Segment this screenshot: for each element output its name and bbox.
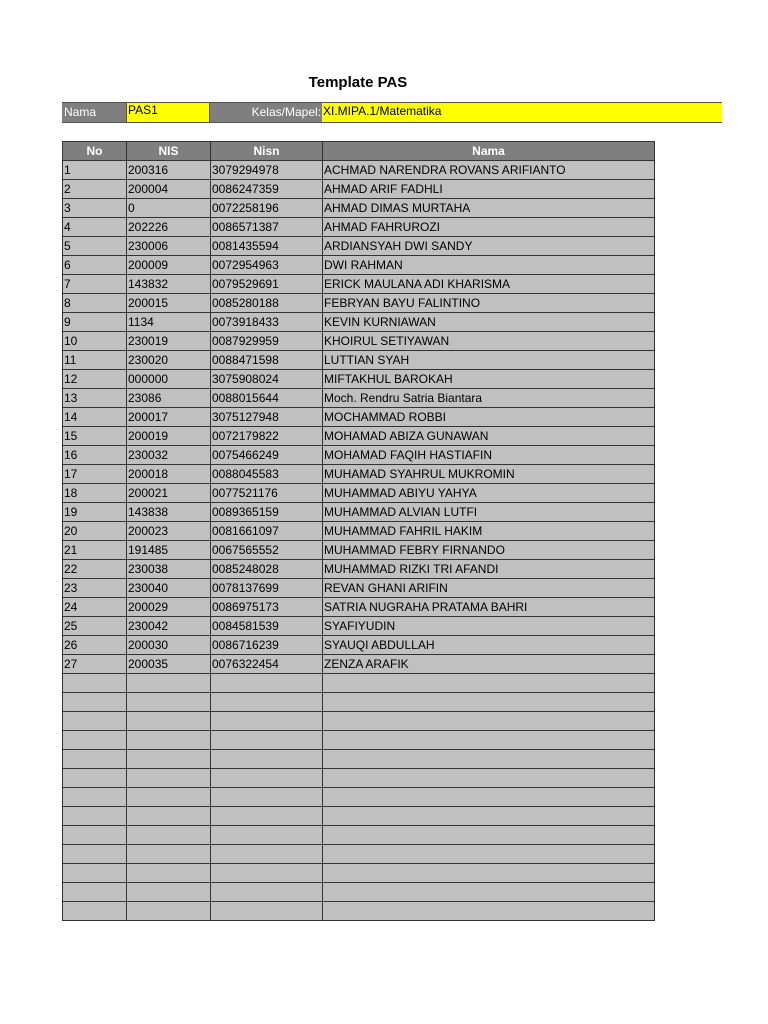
info-row bbox=[62, 102, 722, 123]
nis-cell[interactable]: 200004 bbox=[127, 180, 211, 199]
nisn-cell[interactable]: 0087929959 bbox=[211, 332, 323, 351]
nama-cell[interactable] bbox=[323, 826, 655, 845]
nama-cell[interactable]: ACHMAD NARENDRA ROVANS ARIFIANTO bbox=[323, 161, 655, 180]
table-row bbox=[63, 826, 655, 845]
table-row bbox=[63, 788, 655, 807]
no-cell[interactable]: 18 bbox=[63, 484, 127, 503]
nama-cell[interactable]: MIFTAKHUL BAROKAH bbox=[323, 370, 655, 389]
nisn-cell[interactable]: 3079294978 bbox=[211, 161, 323, 180]
table-row bbox=[63, 617, 655, 636]
nis-cell[interactable]: 200015 bbox=[127, 294, 211, 313]
nama-label: Nama bbox=[62, 103, 126, 122]
nisn-cell[interactable]: 0089365159 bbox=[211, 503, 323, 522]
nisn-cell[interactable]: 0086571387 bbox=[211, 218, 323, 237]
table-row bbox=[63, 883, 655, 902]
nis-cell[interactable]: 230006 bbox=[127, 237, 211, 256]
header-nama: Nama bbox=[323, 142, 655, 161]
no-cell[interactable] bbox=[63, 864, 127, 883]
header-nis: NIS bbox=[127, 142, 211, 161]
nis-cell[interactable]: 202226 bbox=[127, 218, 211, 237]
nis-cell[interactable]: 230032 bbox=[127, 446, 211, 465]
table-row bbox=[63, 351, 655, 370]
nisn-cell[interactable] bbox=[211, 902, 323, 921]
no-cell[interactable]: 5 bbox=[63, 237, 127, 256]
table-row bbox=[63, 427, 655, 446]
no-cell[interactable]: 1 bbox=[63, 161, 127, 180]
nisn-cell[interactable] bbox=[211, 807, 323, 826]
nisn-cell[interactable]: 0086716239 bbox=[211, 636, 323, 655]
nama-cell[interactable]: KHOIRUL SETIYAWAN bbox=[323, 332, 655, 351]
nis-cell[interactable] bbox=[127, 883, 211, 902]
nis-cell[interactable] bbox=[127, 769, 211, 788]
table-row bbox=[63, 503, 655, 522]
table-row bbox=[63, 560, 655, 579]
no-cell[interactable]: 8 bbox=[63, 294, 127, 313]
nama-cell[interactable]: SYAUQI ABDULLAH bbox=[323, 636, 655, 655]
nisn-cell[interactable]: 0085248028 bbox=[211, 560, 323, 579]
no-cell[interactable] bbox=[63, 845, 127, 864]
nis-cell[interactable] bbox=[127, 750, 211, 769]
header-no: No bbox=[63, 142, 127, 161]
table-row bbox=[63, 465, 655, 484]
nis-cell[interactable]: 200017 bbox=[127, 408, 211, 427]
nama-cell[interactable]: MUHAMAD SYAHRUL MUKROMIN bbox=[323, 465, 655, 484]
nis-cell[interactable]: 200023 bbox=[127, 522, 211, 541]
no-cell[interactable]: 24 bbox=[63, 598, 127, 617]
nis-cell[interactable]: 230040 bbox=[127, 579, 211, 598]
nis-cell[interactable]: 000000 bbox=[127, 370, 211, 389]
nis-cell[interactable] bbox=[127, 712, 211, 731]
table-row bbox=[63, 655, 655, 674]
table-row bbox=[63, 902, 655, 921]
nis-cell[interactable]: 1134 bbox=[127, 313, 211, 332]
no-cell[interactable]: 20 bbox=[63, 522, 127, 541]
table-row bbox=[63, 484, 655, 503]
nama-cell[interactable] bbox=[323, 788, 655, 807]
nis-cell[interactable]: 0 bbox=[127, 199, 211, 218]
nama-cell[interactable]: KEVIN KURNIAWAN bbox=[323, 313, 655, 332]
no-cell[interactable]: 4 bbox=[63, 218, 127, 237]
table-row bbox=[63, 845, 655, 864]
nama-cell[interactable] bbox=[323, 769, 655, 788]
nis-cell[interactable]: 230020 bbox=[127, 351, 211, 370]
nisn-cell[interactable]: 0088015644 bbox=[211, 389, 323, 408]
no-cell[interactable]: 22 bbox=[63, 560, 127, 579]
table-body bbox=[63, 161, 655, 921]
nama-cell[interactable]: MUHAMMAD ABIYU YAHYA bbox=[323, 484, 655, 503]
nama-cell[interactable]: MOHAMAD FAQIH HASTIAFIN bbox=[323, 446, 655, 465]
nama-cell[interactable] bbox=[323, 712, 655, 731]
nama-cell[interactable] bbox=[323, 807, 655, 826]
kelas-label: Kelas/Mapel: bbox=[210, 103, 322, 122]
table-row bbox=[63, 446, 655, 465]
table-row bbox=[63, 750, 655, 769]
nis-cell[interactable] bbox=[127, 902, 211, 921]
nis-cell[interactable] bbox=[127, 674, 211, 693]
nama-cell[interactable]: MOCHAMMAD ROBBI bbox=[323, 408, 655, 427]
no-cell[interactable]: 7 bbox=[63, 275, 127, 294]
nisn-cell[interactable]: 3075127948 bbox=[211, 408, 323, 427]
nis-cell[interactable]: 200029 bbox=[127, 598, 211, 617]
table-row bbox=[63, 332, 655, 351]
no-cell[interactable] bbox=[63, 769, 127, 788]
table-row bbox=[63, 237, 655, 256]
nis-cell[interactable]: 200030 bbox=[127, 636, 211, 655]
nisn-cell[interactable]: 0072179822 bbox=[211, 427, 323, 446]
nama-cell[interactable]: REVAN GHANI ARIFIN bbox=[323, 579, 655, 598]
nama-cell[interactable] bbox=[323, 845, 655, 864]
nis-cell[interactable]: 200035 bbox=[127, 655, 211, 674]
nis-cell[interactable]: 200018 bbox=[127, 465, 211, 484]
nama-cell[interactable] bbox=[323, 750, 655, 769]
nisn-cell[interactable]: 0077521176 bbox=[211, 484, 323, 503]
nis-cell[interactable] bbox=[127, 693, 211, 712]
nisn-cell[interactable]: 0084581539 bbox=[211, 617, 323, 636]
table-row bbox=[63, 579, 655, 598]
nis-cell[interactable]: 230042 bbox=[127, 617, 211, 636]
table-row bbox=[63, 522, 655, 541]
nisn-cell[interactable] bbox=[211, 826, 323, 845]
no-cell[interactable]: 14 bbox=[63, 408, 127, 427]
table-row bbox=[63, 218, 655, 237]
nama-value-cell[interactable]: PAS1 bbox=[126, 103, 210, 122]
table-row bbox=[63, 807, 655, 826]
header-nisn: Nisn bbox=[211, 142, 323, 161]
no-cell[interactable]: 16 bbox=[63, 446, 127, 465]
no-cell[interactable]: 10 bbox=[63, 332, 127, 351]
nama-cell[interactable]: LUTTIAN SYAH bbox=[323, 351, 655, 370]
nisn-cell[interactable]: 0081661097 bbox=[211, 522, 323, 541]
no-cell[interactable]: 11 bbox=[63, 351, 127, 370]
no-cell[interactable]: 23 bbox=[63, 579, 127, 598]
no-cell[interactable]: 15 bbox=[63, 427, 127, 446]
nisn-cell[interactable] bbox=[211, 750, 323, 769]
nis-cell[interactable]: 200021 bbox=[127, 484, 211, 503]
no-cell[interactable] bbox=[63, 731, 127, 750]
table-row bbox=[63, 541, 655, 560]
nis-cell[interactable]: 230038 bbox=[127, 560, 211, 579]
nama-cell[interactable] bbox=[323, 883, 655, 902]
no-cell[interactable]: 9 bbox=[63, 313, 127, 332]
table-row bbox=[63, 731, 655, 750]
table-row bbox=[63, 370, 655, 389]
no-cell[interactable]: 2 bbox=[63, 180, 127, 199]
nama-cell[interactable]: MUHAMMAD ALVIAN LUTFI bbox=[323, 503, 655, 522]
nis-cell[interactable]: 200316 bbox=[127, 161, 211, 180]
no-cell[interactable]: 27 bbox=[63, 655, 127, 674]
nisn-cell[interactable]: 0086247359 bbox=[211, 180, 323, 199]
nis-cell[interactable] bbox=[127, 807, 211, 826]
table-row bbox=[63, 712, 655, 731]
nisn-cell[interactable]: 0078137699 bbox=[211, 579, 323, 598]
no-cell[interactable]: 3 bbox=[63, 199, 127, 218]
no-cell[interactable] bbox=[63, 788, 127, 807]
nisn-cell[interactable] bbox=[211, 788, 323, 807]
nisn-cell[interactable] bbox=[211, 674, 323, 693]
table-row bbox=[63, 256, 655, 275]
nis-cell[interactable]: 143838 bbox=[127, 503, 211, 522]
no-cell[interactable]: 21 bbox=[63, 541, 127, 560]
nisn-cell[interactable]: 0067565552 bbox=[211, 541, 323, 560]
table-row bbox=[63, 769, 655, 788]
table-row bbox=[63, 389, 655, 408]
nis-cell[interactable]: 143832 bbox=[127, 275, 211, 294]
nama-cell[interactable] bbox=[323, 731, 655, 750]
nama-cell[interactable]: ERICK MAULANA ADI KHARISMA bbox=[323, 275, 655, 294]
nama-cell[interactable]: SYAFIYUDIN bbox=[323, 617, 655, 636]
nisn-cell[interactable] bbox=[211, 769, 323, 788]
nis-cell[interactable]: 200009 bbox=[127, 256, 211, 275]
no-cell[interactable] bbox=[63, 750, 127, 769]
nama-cell[interactable]: Moch. Rendru Satria Biantara bbox=[323, 389, 655, 408]
no-cell[interactable]: 19 bbox=[63, 503, 127, 522]
nis-cell[interactable] bbox=[127, 788, 211, 807]
table-row bbox=[63, 275, 655, 294]
nama-cell[interactable] bbox=[323, 674, 655, 693]
nisn-cell[interactable]: 0088471598 bbox=[211, 351, 323, 370]
table-row bbox=[63, 294, 655, 313]
table-row bbox=[63, 180, 655, 199]
nisn-cell[interactable] bbox=[211, 845, 323, 864]
nama-cell[interactable]: ZENZA ARAFIK bbox=[323, 655, 655, 674]
nis-cell[interactable]: 200019 bbox=[127, 427, 211, 446]
nama-cell[interactable]: FEBRYAN BAYU FALINTINO bbox=[323, 294, 655, 313]
no-cell[interactable] bbox=[63, 902, 127, 921]
nis-cell[interactable]: 23086 bbox=[127, 389, 211, 408]
nama-cell[interactable]: AHMAD DIMAS MURTAHA bbox=[323, 199, 655, 218]
nama-cell[interactable] bbox=[323, 864, 655, 883]
nama-cell[interactable]: SATRIA NUGRAHA PRATAMA BAHRI bbox=[323, 598, 655, 617]
nisn-cell[interactable] bbox=[211, 883, 323, 902]
nisn-cell[interactable] bbox=[211, 693, 323, 712]
no-cell[interactable] bbox=[63, 826, 127, 845]
no-cell[interactable] bbox=[63, 883, 127, 902]
nisn-cell[interactable]: 0079529691 bbox=[211, 275, 323, 294]
nisn-cell[interactable]: 0086975173 bbox=[211, 598, 323, 617]
table-row bbox=[63, 199, 655, 218]
nis-cell[interactable] bbox=[127, 845, 211, 864]
table-row bbox=[63, 636, 655, 655]
nis-cell[interactable] bbox=[127, 864, 211, 883]
nama-cell[interactable]: DWI RAHMAN bbox=[323, 256, 655, 275]
nama-cell[interactable]: MUHAMMAD FAHRIL HAKIM bbox=[323, 522, 655, 541]
table-row bbox=[63, 598, 655, 617]
nis-cell[interactable] bbox=[127, 731, 211, 750]
nama-cell[interactable]: MOHAMAD ABIZA GUNAWAN bbox=[323, 427, 655, 446]
table-header-row bbox=[63, 142, 655, 161]
table-row bbox=[63, 864, 655, 883]
nisn-cell[interactable]: 0076322454 bbox=[211, 655, 323, 674]
no-cell[interactable]: 26 bbox=[63, 636, 127, 655]
nis-cell[interactable]: 230019 bbox=[127, 332, 211, 351]
nisn-cell[interactable]: 0072258196 bbox=[211, 199, 323, 218]
nisn-cell[interactable]: 3075908024 bbox=[211, 370, 323, 389]
no-cell[interactable]: 6 bbox=[63, 256, 127, 275]
no-cell[interactable] bbox=[63, 807, 127, 826]
nama-cell[interactable]: AHMAD ARIF FADHLI bbox=[323, 180, 655, 199]
kelas-value-cell[interactable]: XI.MIPA.1/Matematika bbox=[322, 103, 722, 122]
nama-cell[interactable]: MUHAMMAD FEBRY FIRNANDO bbox=[323, 541, 655, 560]
table-row bbox=[63, 408, 655, 427]
student-table bbox=[62, 141, 655, 921]
table-row bbox=[63, 693, 655, 712]
no-cell[interactable] bbox=[63, 693, 127, 712]
nisn-cell[interactable]: 0073918433 bbox=[211, 313, 323, 332]
nisn-cell[interactable]: 0081435594 bbox=[211, 237, 323, 256]
nis-cell[interactable] bbox=[127, 826, 211, 845]
nisn-cell[interactable]: 0088045583 bbox=[211, 465, 323, 484]
table-row bbox=[63, 161, 655, 180]
no-cell[interactable]: 13 bbox=[63, 389, 127, 408]
no-cell[interactable]: 12 bbox=[63, 370, 127, 389]
no-cell[interactable] bbox=[63, 712, 127, 731]
table-row bbox=[63, 674, 655, 693]
nis-cell[interactable]: 191485 bbox=[127, 541, 211, 560]
nisn-cell[interactable]: 0072954963 bbox=[211, 256, 323, 275]
nama-cell[interactable] bbox=[323, 693, 655, 712]
nama-cell[interactable]: MUHAMMAD RIZKI TRI AFANDI bbox=[323, 560, 655, 579]
nisn-cell[interactable]: 0085280188 bbox=[211, 294, 323, 313]
page-title: Template PAS bbox=[308, 74, 408, 91]
nisn-cell[interactable] bbox=[211, 731, 323, 750]
nisn-cell[interactable] bbox=[211, 712, 323, 731]
table-row bbox=[63, 313, 655, 332]
nama-cell[interactable] bbox=[323, 902, 655, 921]
nama-cell[interactable]: ARDIANSYAH DWI SANDY bbox=[323, 237, 655, 256]
no-cell[interactable] bbox=[63, 674, 127, 693]
nisn-cell[interactable]: 0075466249 bbox=[211, 446, 323, 465]
no-cell[interactable]: 25 bbox=[63, 617, 127, 636]
no-cell[interactable]: 17 bbox=[63, 465, 127, 484]
nisn-cell[interactable] bbox=[211, 864, 323, 883]
nama-cell[interactable]: AHMAD FAHRUROZI bbox=[323, 218, 655, 237]
